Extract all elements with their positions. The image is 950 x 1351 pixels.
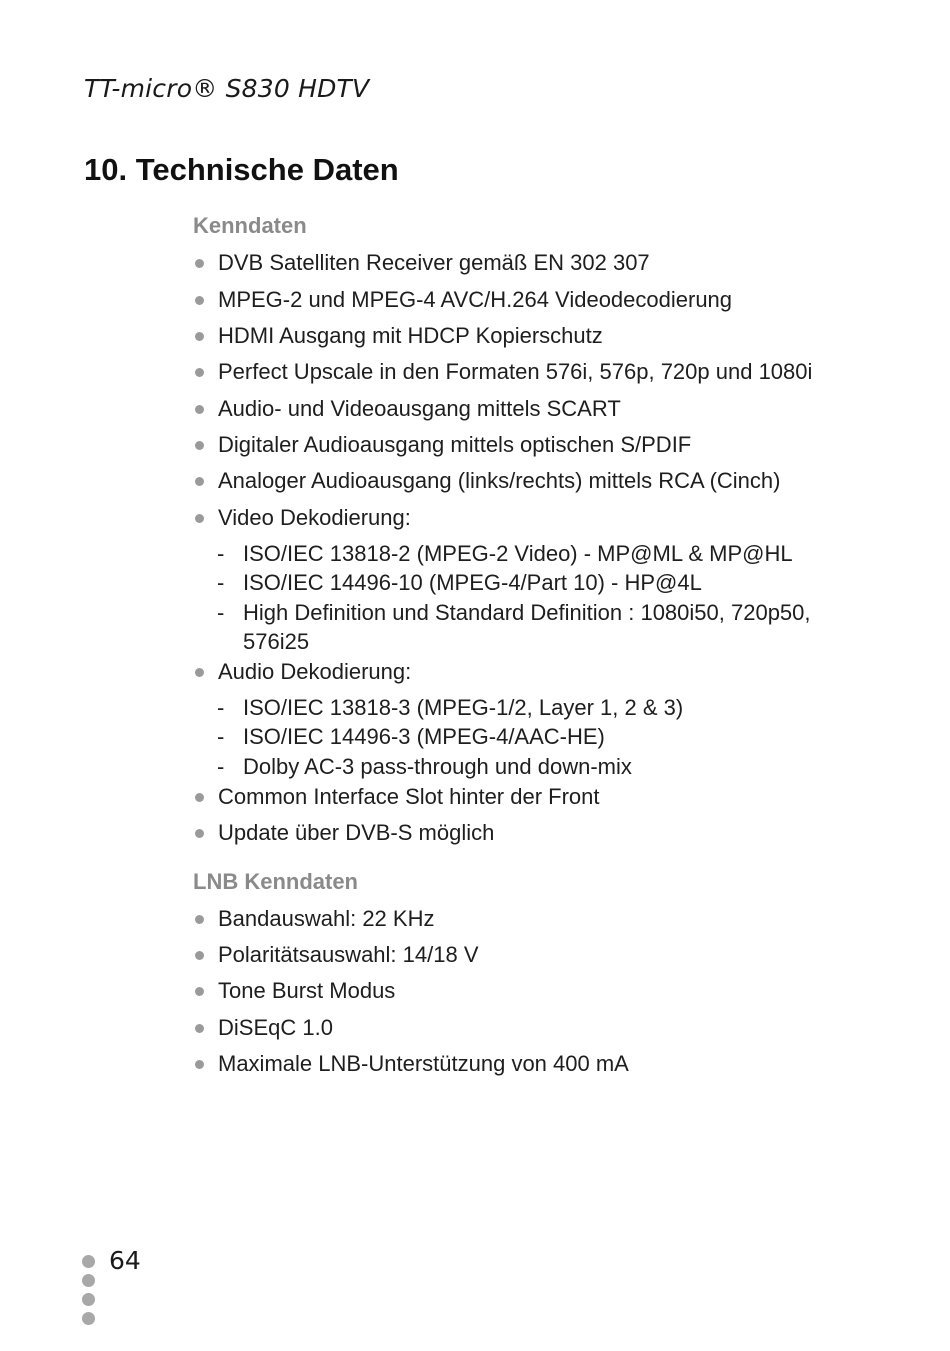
dash-marker: - bbox=[217, 754, 225, 779]
bullet-icon bbox=[195, 793, 204, 802]
bullet-icon bbox=[195, 368, 204, 377]
running-header: TT-micro® S830 HDTV bbox=[84, 74, 370, 103]
bullet-icon bbox=[195, 915, 204, 924]
chapter-title: 10. Technische Daten bbox=[84, 152, 399, 187]
sub-list-item-continuation: 576i25 bbox=[243, 629, 310, 654]
bullet-icon bbox=[195, 829, 204, 838]
section-heading-lnb: LNB Kenndaten bbox=[193, 869, 358, 894]
sub-list-item-text: ISO/IEC 14496-3 (MPEG-4/AAC-HE) bbox=[243, 724, 605, 749]
list-item-text: Analoger Audioausgang (links/rechts) mittels RCA (Cinch) bbox=[218, 468, 781, 493]
list-item-text: Audio- und Videoausgang mittels SCART bbox=[218, 396, 621, 421]
list-item-text: Audio Dekodierung: bbox=[218, 659, 412, 684]
list-item-text: Maximale LNB-Unterstützung von 400 mA bbox=[218, 1051, 629, 1076]
dash-marker: - bbox=[217, 600, 225, 625]
bullet-icon bbox=[195, 296, 204, 305]
dash-marker: - bbox=[217, 724, 225, 749]
dash-marker: - bbox=[217, 570, 225, 595]
dash-marker: - bbox=[217, 695, 225, 720]
bullet-icon bbox=[195, 1024, 204, 1033]
page-number: 64 bbox=[109, 1246, 141, 1275]
list-item-text: Video Dekodierung: bbox=[218, 505, 411, 530]
list-item-text: Perfect Upscale in den Formaten 576i, 576p, 720p und 1080i bbox=[218, 359, 813, 384]
bullet-icon bbox=[195, 668, 204, 677]
section-heading-kenndaten: Kenndaten bbox=[193, 213, 307, 238]
list-item-text: Polaritätsauswahl: 14/18 V bbox=[218, 942, 479, 967]
list-item-text: MPEG-2 und MPEG-4 AVC/H.264 Videodecodierung bbox=[218, 287, 733, 312]
list-item-text: Update über DVB-S möglich bbox=[218, 820, 495, 845]
list-item-text: DiSEqC 1.0 bbox=[218, 1015, 333, 1040]
list-item-text: Digitaler Audioausgang mittels optischen S/PDIF bbox=[218, 432, 692, 457]
list-item-text: Common Interface Slot hinter der Front bbox=[218, 784, 600, 809]
sub-list-item-text: High Definition und Standard Definition : 1080i50, 720p50, bbox=[243, 600, 811, 625]
bullet-icon bbox=[195, 405, 204, 414]
bullet-icon bbox=[195, 987, 204, 996]
sub-list-item-text: ISO/IEC 13818-2 (MPEG-2 Video) - MP@ML & MP@HL bbox=[243, 541, 793, 566]
bullet-icon bbox=[195, 332, 204, 341]
dash-marker: - bbox=[217, 541, 225, 566]
list-item-text: HDMI Ausgang mit HDCP Kopierschutz bbox=[218, 323, 603, 348]
sub-list-item-text: Dolby AC-3 pass-through und down-mix bbox=[243, 754, 632, 779]
bullet-icon bbox=[195, 477, 204, 486]
bullet-icon bbox=[195, 441, 204, 450]
bullet-icon bbox=[195, 951, 204, 960]
sub-list-item-text: ISO/IEC 13818-3 (MPEG-1/2, Layer 1, 2 & 3) bbox=[243, 695, 684, 720]
list-item-text: Bandauswahl: 22 KHz bbox=[218, 906, 435, 931]
bullet-icon bbox=[195, 1060, 204, 1069]
sub-list-item-text: ISO/IEC 14496-10 (MPEG-4/Part 10) - HP@4L bbox=[243, 570, 702, 595]
list-item-text: Tone Burst Modus bbox=[218, 978, 396, 1003]
bullet-icon bbox=[195, 259, 204, 268]
list-item-text: DVB Satelliten Receiver gemäß EN 302 307 bbox=[218, 250, 650, 275]
bullet-icon bbox=[195, 514, 204, 523]
